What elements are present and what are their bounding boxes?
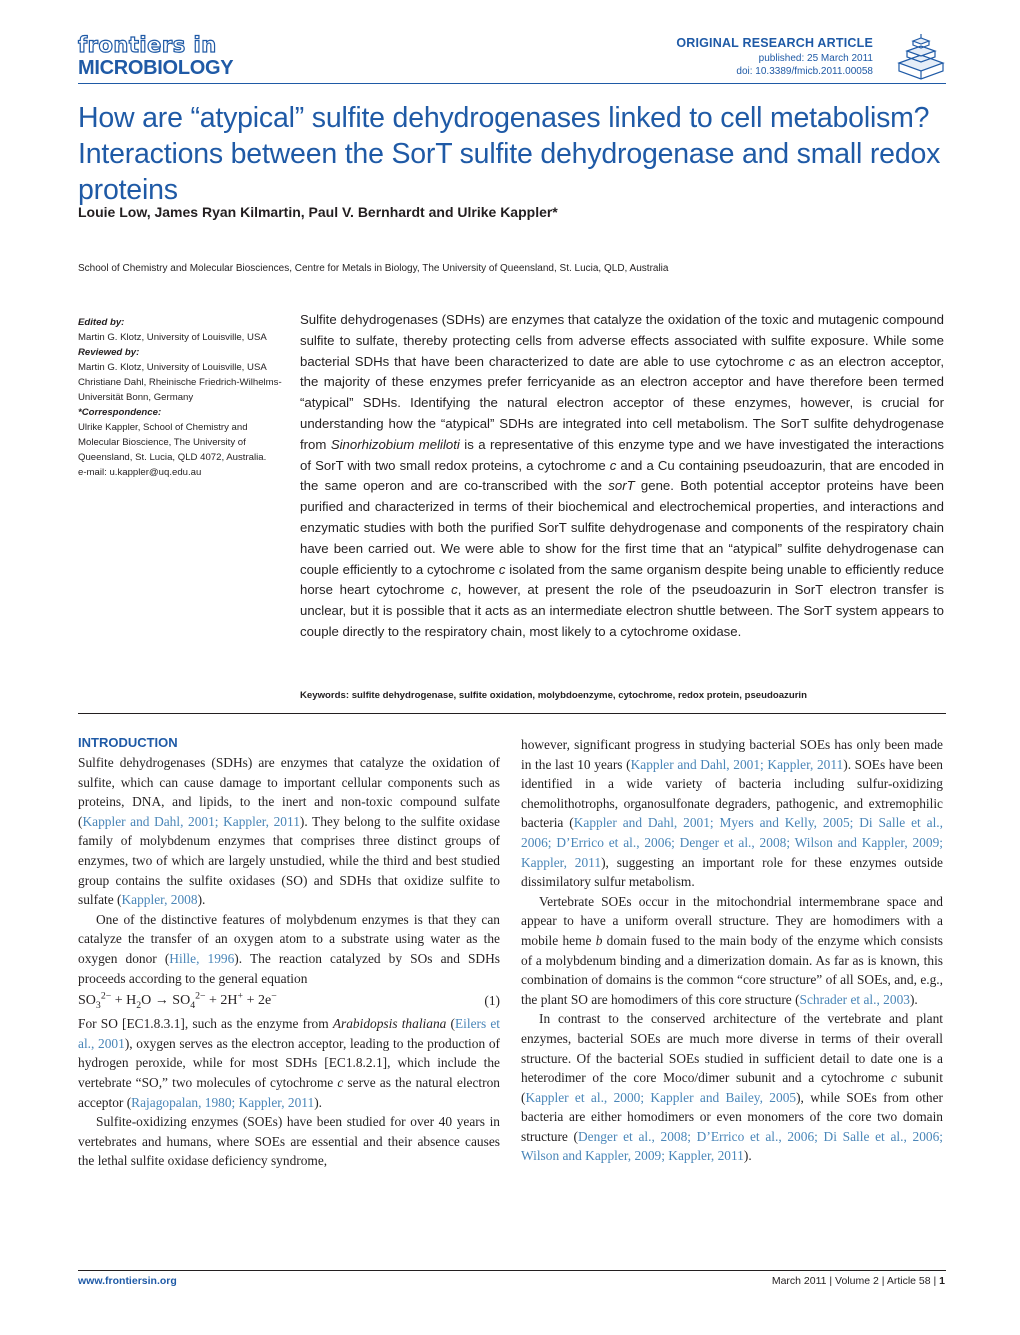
citation-link[interactable]: Kappler, 2008	[121, 892, 198, 908]
citation-link[interactable]: Kappler et al., 2000; Kappler and Bailey, 2005	[525, 1089, 797, 1105]
equation-number: (1)	[484, 993, 500, 1009]
page-number: 1	[939, 1275, 945, 1287]
publication-date: published: 25 March 2011	[758, 53, 873, 64]
footer-website-link[interactable]: www.frontiersin.org	[78, 1275, 177, 1287]
doi-link[interactable]: doi: 10.3389/fmicb.2011.00058	[736, 66, 873, 77]
correspondence-address: Ulrike Kappler, School of Chemistry and Molecular Bioscience, The University of Queensland, St. Lucia, QLD 4072, Australia.	[78, 422, 267, 463]
body-paragraph: Sulfite-oxidizing enzymes (SOEs) have been studied for over 40 years in vertebrates and humans, where SOEs are essential and their absence causes the lethal sulfite oxidase deficiency syndrome,	[78, 1114, 500, 1169]
author-list: Louie Low, James Ryan Kilmartin, Paul V. Bernhardt and Ulrike Kappler*	[78, 204, 558, 220]
correspondence-label: *Correspondence:	[78, 407, 162, 418]
citation-link[interactable]: Hille, 1996	[169, 950, 235, 966]
citation-link[interactable]: Schrader et al., 2003	[799, 991, 910, 1007]
edited-by-label: Edited by:	[78, 317, 125, 328]
body-paragraph: Sulfite dehydrogenases (SDHs) are enzymes that catalyze the oxidation of sulfite, which can cause damage to important cellular components such as proteins, DNA, and lipids, to the inert and non-toxic compound sulfate (Kappler and Dahl, 2001; Kappler, 2011). They belong to the sulfite oxidase family of molybdenum enzymes that comprises three distinct groups of enzymes, two of which are largely unstudied, while the third and best studied group contains the sulfite oxidases (SO) and SDHs that oxidize sulfite to sulfate (Kappler, 2008).	[78, 755, 500, 908]
journal-name-logotype: frontiers in	[78, 33, 217, 57]
citation-link[interactable]: Rajagopalan, 1980; Kappler, 2011	[131, 1094, 315, 1110]
reviewed-by-label: Reviewed by:	[78, 347, 140, 358]
body-paragraph: One of the distinctive features of molybdenum enzymes is that they can catalyze the transfer of an oxygen atom to a substrate using water as the oxygen donor (Hille, 1996). The reaction catalyzed by SOs and SDHs proceeds according to the general equation	[78, 911, 500, 986]
keywords-line: Keywords: sulfite dehydrogenase, sulfite oxidation, molybdoenzyme, cytochrome, redox protein, pseudoazurin	[300, 690, 807, 701]
body-column-right	[521, 735, 943, 1166]
reviewer-name: Christiane Dahl, Rheinische Friedrich-Wilhelms-Universität Bonn, Germany	[78, 377, 282, 403]
equation-formula: $SO_3^{2-} + H_2O \to SO_4^{2-} + 2H^+ + 2e^-$	[78, 990, 277, 1012]
citation-link[interactable]: Kappler and Dahl, 2001; Kappler, 2011	[630, 756, 844, 772]
article-type-label: ORIGINAL RESEARCH ARTICLE	[676, 36, 873, 50]
abstract-divider	[78, 713, 946, 714]
section-heading-introduction: INTRODUCTION	[78, 735, 178, 750]
editor-name: Martin G. Klotz, University of Louisville, USA	[78, 332, 267, 343]
journal-section-name: MICROBIOLOGY	[78, 57, 234, 79]
citation-link[interactable]: Denger et al., 2008; D’Errico et al., 2006; Di Salle et al., 2006; Wilson and Kappler, 2009; Kappler, 2011	[521, 1128, 944, 1164]
body-paragraph: Vertebrate SOEs occur in the mitochondrial intermembrane space and appear to have a uniform overall structure. They are homodimers with a mobile heme b domain fused to the main body of the enzyme which consists of a molybdenum binding and a dimerization domain. As far as is known, this combination of domains is the common “core structure” of all SOEs, and, e.g., the plant SO are homodimers of this core structure (Schrader et al., 2003).	[521, 893, 943, 1007]
body-column-left	[78, 733, 500, 1171]
header-divider	[78, 83, 946, 84]
body-paragraph: however, significant progress in studying bacterial SOEs has only been made in the last 10 years (Kappler and Dahl, 2001; Kappler, 2011). SOEs have been identified in a wide variety of bacteria including sulfur-oxidizing chemolithotrophs, organosulfonate degraders, pathogenic, and extremophilic bacteria (Kappler and Dahl, 2001; Myers and Kelly, 2005; Di Salle et al., 2006; D’Errico et al., 2006; Denger et al., 2008; Wilson and Kappler, 2009; Kappler, 2011), suggesting an important role for these enzymes outside dissimilatory sulfur metabolism.	[521, 737, 943, 890]
citation-link[interactable]: Eilers et al., 2001	[78, 1016, 500, 1051]
body-paragraph: In contrast to the conserved architecture of the vertebrate and plant enzymes, bacterial SOEs are much more diverse in terms of their overall structure. Of the bacterial SOEs studied in sufficient detail to date one is a heterodimer of the core Moco/dimer subunit and a cytochrome c subunit (Kappler et al., 2000; Kappler and Bailey, 2005), while SOEs from other bacteria are either homodimers or even monomers of the core two domain structure (Denger et al., 2008; D’Errico et al., 2006; Di Salle et al., 2006; Wilson and Kappler, 2009; Kappler, 2011).	[521, 1011, 944, 1164]
citation-link[interactable]: Kappler and Dahl, 2001; Myers and Kelly, 2005; Di Salle et al., 2006; D’Errico et al., 2006; Denger et al., 2008; Wilson and Kappler, 2009; Kappler, 2011	[521, 815, 943, 870]
equation-1	[78, 988, 500, 1014]
author-affiliation: School of Chemistry and Molecular Biosciences, Centre for Metals in Biology, The University of Queensland, St. Lucia, QLD, Australia	[78, 263, 669, 274]
reviewer-name: Martin G. Klotz, University of Louisville, USA	[78, 362, 267, 373]
stacked-blocks-logo-icon	[895, 33, 947, 81]
footer-issue-info: March 2011 | Volume 2 | Article 58 | 1	[771, 1275, 945, 1287]
correspondence-email-link[interactable]: e-mail: u.kappler@uq.edu.au	[78, 467, 202, 478]
body-paragraph: For SO [EC1.8.3.1], such as the enzyme from Arabidopsis thaliana (Eilers et al., 2001), oxygen serves as the electron acceptor, leading to the production of hydrogen peroxide, while for most SDHs [EC1.8.2.1], which include the vertebrate “SO,” two molecules of cytochrome c serve as the natural electron acceptor (Rajagopalan, 1980; Kappler, 2011).	[78, 1016, 500, 1110]
footer-divider	[78, 1270, 946, 1271]
citation-link[interactable]: Kappler and Dahl, 2001; Kappler, 2011	[82, 813, 300, 829]
article-info-sidebar	[78, 315, 288, 480]
article-title: How are “atypical” sulfite dehydrogenases linked to cell metabolism? Interactions between the SorT sulfite dehydrogenase and small redox proteins	[78, 102, 941, 206]
abstract-text: Sulfite dehydrogenases (SDHs) are enzymes that catalyze the oxidation of the toxic and mutagenic compound sulfite to sulfate, thereby protecting cells from adverse effects associated with sulfite exposure. While some bacterial SDHs that have been characterized to date are able to use cytochrome c as an electron acceptor, the majority of these enzymes prefer ferricyanide as an electron acceptor and have therefore been termed “atypical” SDHs. Identifying the natural electron acceptor of these enzymes, however, is crucial for understanding how the “atypical” SDHs are integrated into cell metabolism. The SorT sulfite dehydrogenase from Sinorhizobium meliloti is a representative of this enzyme type and we have investigated the interactions of SorT with two small redox proteins, a cytochrome c and a Cu containing pseudoazurin, that are encoded in the same operon and are co-transcribed with the sorT gene. Both potential acceptor proteins have been purified and characterized in terms of their biochemical and electrochemical properties, and interactions and enzymatic studies with both the purified SorT sulfite dehydrogenase and components of the respiratory chain have been carried out. We were able to show for the first time that an “atypical” sulfite dehydrogenase can couple efficiently to a cytochrome c isolated from the same organism despite being unable to efficiently reduce horse heart cytochrome c, however, at present the role of the pseudoazurin in SorT electron transfer is unclear, but it is possible that it acts as an intermediate electron shuttle between. The SorT system appears to couple directly to the respiratory chain, most likely to a cytochrome oxidase.	[300, 312, 945, 639]
